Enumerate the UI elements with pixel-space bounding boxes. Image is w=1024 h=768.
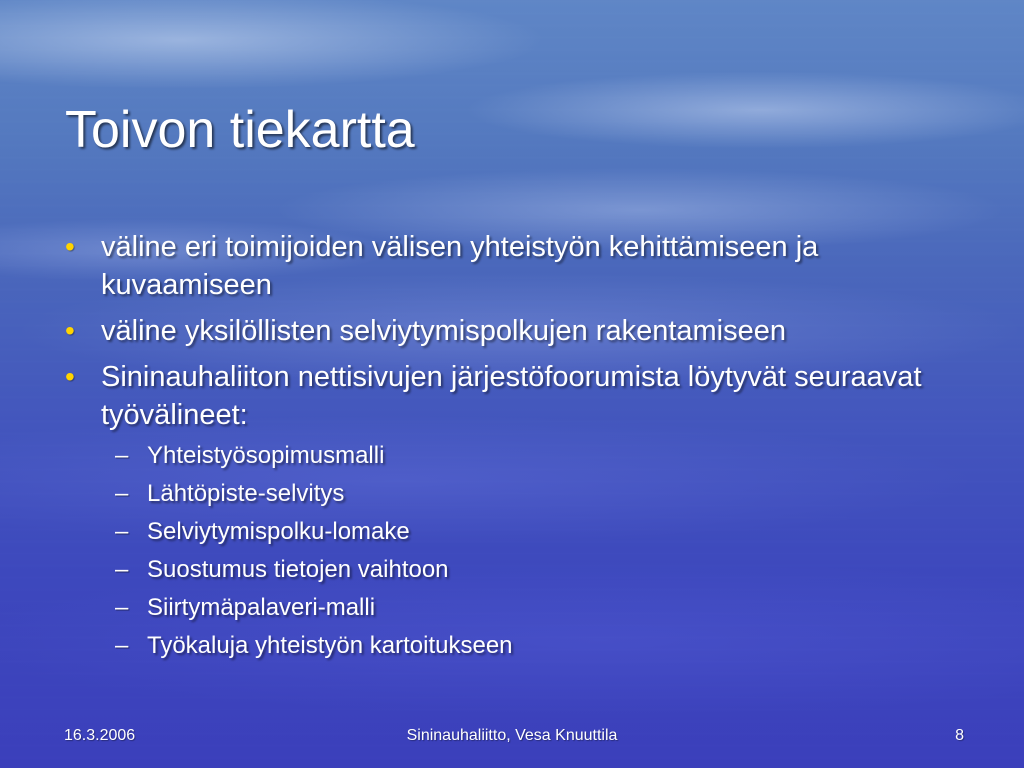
dash-icon: – — [115, 556, 129, 583]
sub-item-4 — [115, 556, 985, 583]
sub-item-5 — [115, 594, 985, 621]
bullet-text: väline yksilöllisten selviytymispolkujen rakentamiseen — [101, 315, 787, 347]
slide-content — [65, 228, 985, 670]
footer-date: 16.3.2006 — [64, 727, 136, 744]
sub-item-text: Siirtymäpalaveri-malli — [147, 594, 376, 621]
page-number: 8 — [955, 727, 964, 744]
dash-icon: – — [115, 518, 129, 545]
bullet-icon: • — [65, 361, 75, 392]
sub-item-text: Yhteistyösopimusmalli — [147, 442, 385, 469]
sub-item-1 — [115, 442, 985, 469]
bullet-text: Sininauhaliiton nettisivujen järjestöfoorumista löytyvät seuraavat työvälineet: — [101, 361, 922, 431]
bullet-icon: • — [65, 231, 75, 262]
slide-title: Toivon tiekartta — [65, 101, 415, 159]
dash-icon: – — [115, 480, 129, 507]
sub-item-text: Lähtöpiste-selvitys — [147, 480, 345, 507]
sub-item-6 — [115, 632, 985, 659]
bullet-item-3 — [65, 358, 985, 434]
dash-icon: – — [115, 594, 129, 621]
sub-item-text: Suostumus tietojen vaihtoon — [147, 556, 449, 583]
sub-item-3 — [115, 518, 985, 545]
bullet-item-2 — [65, 312, 985, 350]
tools-sublist — [115, 442, 985, 659]
dash-icon: – — [115, 632, 129, 659]
sub-item-2 — [115, 480, 985, 507]
slide-footer — [0, 727, 1024, 751]
bullet-text: väline eri toimijoiden välisen yhteistyön kehittämiseen ja kuvaamiseen — [101, 231, 819, 301]
sub-item-text: Työkaluja yhteistyön kartoitukseen — [147, 632, 513, 659]
bullet-item-1 — [65, 228, 985, 304]
bullet-icon: • — [65, 315, 75, 346]
dash-icon: – — [115, 442, 129, 469]
sub-item-text: Selviytymispolku-lomake — [147, 518, 410, 545]
footer-organization: Sininauhaliitto, Vesa Knuuttila — [406, 727, 618, 744]
